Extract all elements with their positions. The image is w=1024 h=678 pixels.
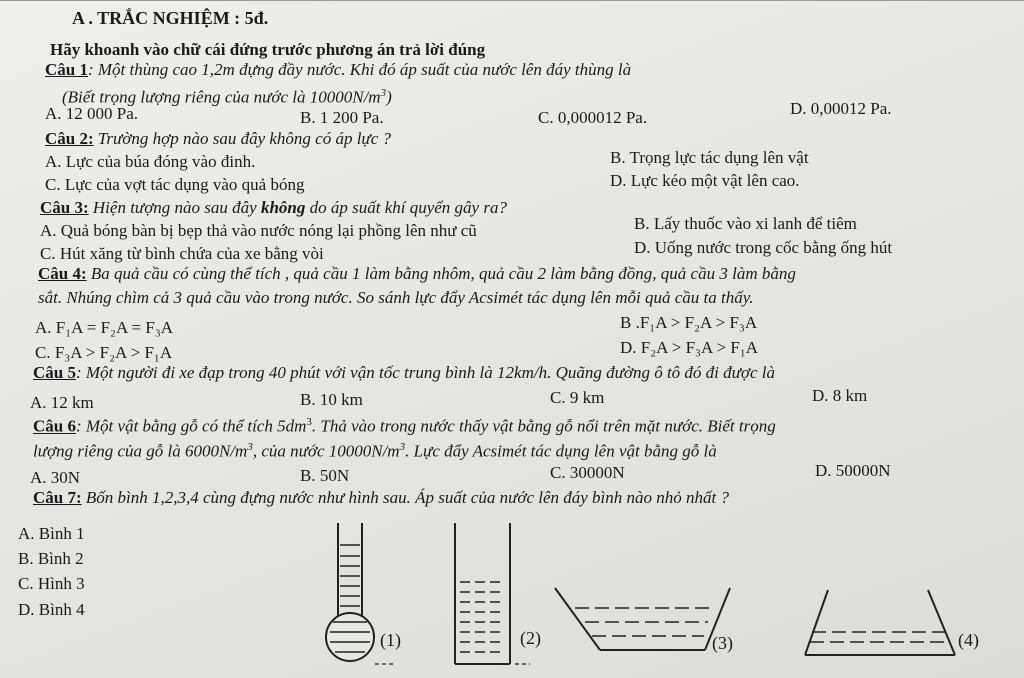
question-3-label: Câu 3: [40,198,89,217]
figure-2-label: (2) [520,628,541,648]
q5-option-b[interactable]: B. 10 km [300,390,363,409]
figure-1-label: (1) [380,630,401,650]
question-6-text-2-post: . Lực đẩy Acsimét tác dụng lên vật bằng gỗ là [405,441,717,461]
container-2 [455,523,530,664]
question-4-text-2: sắt. Nhúng chìm cả 3 quả cầu vào trong nước. So sánh lực đẩy Acsimét tác dụng lên mỗi quả cầu ta thấy. [38,288,754,307]
q1-option-b[interactable]: B. 1 200 Pa. [300,108,384,127]
question-6-text-1-pre: : Một vật bằng gỗ có thể tích 5dm [75,416,307,436]
q7-option-b[interactable]: B. Bình 2 [18,549,84,568]
q5-option-d[interactable]: D. 8 km [812,386,868,405]
q4-option-b[interactable]: B .F₁A > F₂A > F₃A [620,313,758,332]
instruction: Hãy khoanh vào chữ cái đứng trước phương án trả lời đúng [50,40,486,59]
q1-option-c[interactable]: C. 0,000012 Pa. [538,108,648,127]
container-3 [555,588,730,650]
q3-option-c[interactable]: C. Hút xăng từ bình chứa của xe bằng vòi [40,244,324,263]
question-3-text-post: do áp suất khí quyển gây ra? [309,198,507,217]
q2-option-d[interactable]: D. Lực kéo một vật lên cao. [610,171,800,190]
question-5-label: Câu 5 [33,363,76,382]
q1-option-a[interactable]: A. 12 000 Pa. [45,104,139,123]
question-5-text: : Một người đi xe đạp trong 40 phút với vận tốc trung bình là 12km/h. Quãng đường ô tô đó đi được là [75,363,776,382]
question-4-label: Câu 4: [38,264,87,283]
question-7-text: Bốn bình 1,2,3,4 cùng đựng nước như hình sau. Áp suất của nước lên đáy bình nào nhỏ nhất ? [85,488,730,507]
q4-option-c[interactable]: C. F₃A > F₂A > F₁A [35,343,173,362]
q1-option-d[interactable]: D. 0,00012 Pa. [790,99,892,118]
section-title: A . TRẮC NGHIỆM : 5đ. [72,8,269,28]
q4-option-d[interactable]: D. F₂A > F₃A > F₁A [620,338,759,357]
question-6-text-2-sup-2: 3 [399,441,406,453]
question-6-text-2-sup-1: 3 [247,441,253,453]
question-1-label: Câu 1 [45,60,88,79]
question-6-text-2-pre: lượng riêng của gỗ là 6000N/m [33,441,248,461]
question-4-text-1: Ba quả cầu có cùng thể tích , quả cầu 1 làm bằng nhôm, quả cầu 2 làm bằng đồng, quả cầu 3 làm bằng [90,264,796,283]
q4-option-a[interactable]: A. F₁A = F₂A = F₃A [35,318,174,337]
q7-option-d[interactable]: D. Bình 4 [18,600,85,619]
q3-option-a[interactable]: A. Quả bóng bàn bị bẹp thả vào nước nóng lại phồng lên như cũ [40,221,477,240]
q6-option-c[interactable]: C. 30000N [550,463,625,482]
figure-3-label: (3) [712,633,733,653]
q6-option-b[interactable]: B. 50N [300,466,350,485]
q5-option-c[interactable]: C. 9 km [550,388,605,407]
question-3-text-pre: Hiện tượng nào sau đây [92,198,257,217]
question-6-text-1-post: . Thả vào trong nước thấy vật bằng gỗ nổi trên mặt nước. Biết trọng [311,416,776,436]
q2-option-c[interactable]: C. Lực của vợt tác dụng vào quả bóng [45,175,305,194]
question-6-label: Câu 6 [33,416,76,436]
question-1-note-close: ) [386,87,392,107]
q2-option-b[interactable]: B. Trọng lực tác dụng lên vật [610,148,809,167]
q2-option-a[interactable]: A. Lực của búa đóng vào đinh. [45,152,256,171]
q3-option-b[interactable]: B. Lấy thuốc vào xi lanh để tiêm [634,214,857,233]
q3-option-d[interactable]: D. Uống nước trong cốc bằng ống hút [634,238,893,257]
q7-option-c[interactable]: C. Hình 3 [18,574,85,593]
q5-option-a[interactable]: A. 12 km [30,393,94,412]
question-1-note-sup: 3 [380,87,387,99]
figure-4-label: (4) [958,630,979,650]
q6-option-a[interactable]: A. 30N [30,468,81,487]
container-4 [805,590,955,655]
question-1-note-text: (Biết trọng lượng riêng của nước là 10000N/m [62,87,381,107]
question-6-text-1-sup: 3 [306,416,312,428]
question-6-text-2-mid: , của nước 10000N/m [252,441,400,461]
question-1-text: : Một thùng cao 1,2m đựng đầy nước. Khi đó áp suất của nước lên đáy thùng là [87,60,632,79]
question-7-label: Câu 7: [33,488,82,507]
question-2-label: Câu 2: [45,129,94,148]
question-3-text-bold: không [260,198,306,217]
q6-option-d[interactable]: D. 50000N [815,461,891,480]
question-2-text: Trường hợp nào sau đây không có áp lực ? [97,129,391,148]
q7-option-a[interactable]: A. Bình 1 [18,524,85,543]
